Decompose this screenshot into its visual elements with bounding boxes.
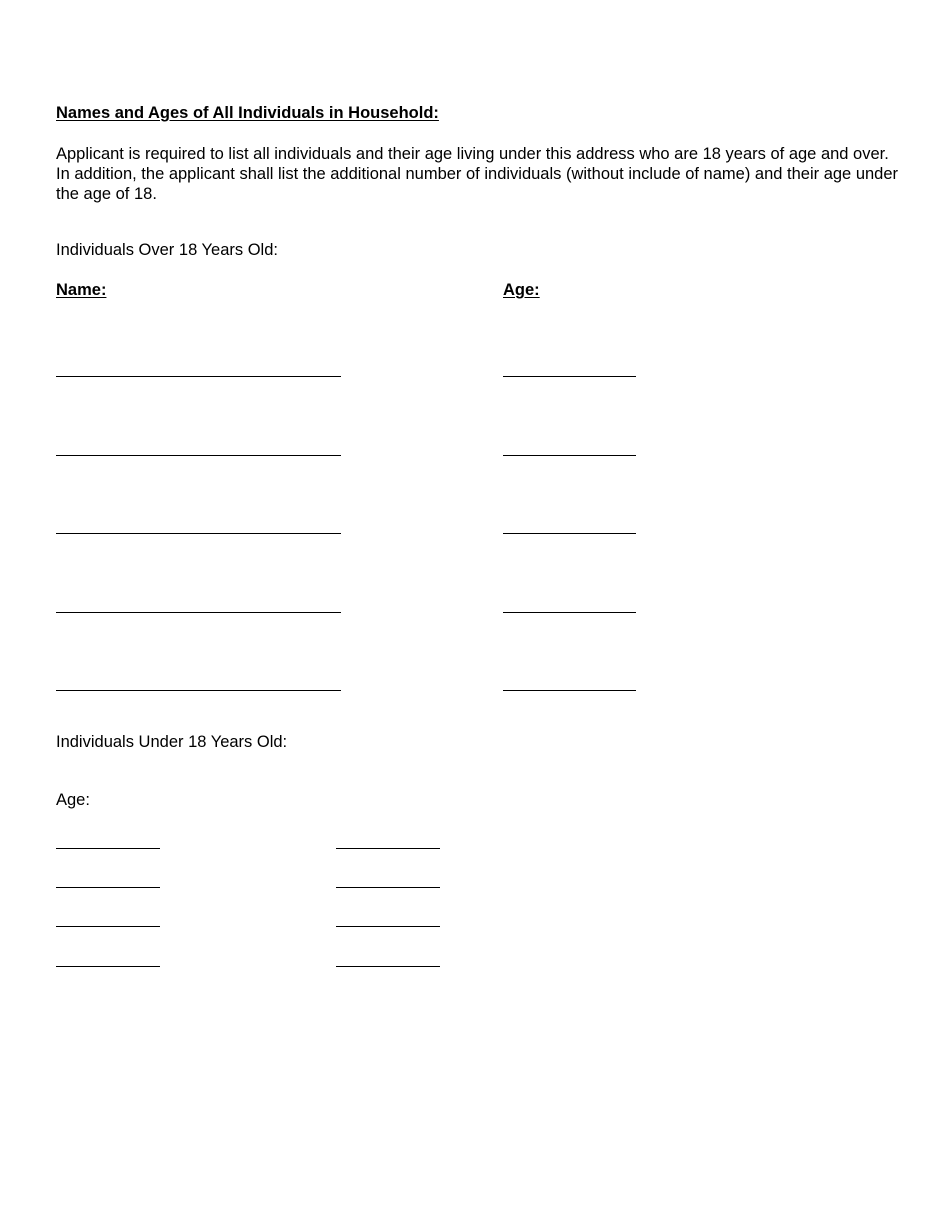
minors-age-label: Age: (56, 791, 90, 809)
age-column-header: Age: (503, 281, 540, 299)
instructions-paragraph: Applicant is required to list all individuals and their age living under this address who are 18 years of age and over. In addition, the applicant shall list the additional number of individuals (without include of name) and their age under the age of 18. (56, 145, 899, 203)
minor-age-field[interactable] (56, 966, 160, 967)
adult-name-field[interactable] (56, 376, 341, 377)
minor-age-field[interactable] (336, 966, 440, 967)
adult-name-field[interactable] (56, 612, 341, 613)
adult-age-field[interactable] (503, 533, 636, 534)
adult-age-field[interactable] (503, 612, 636, 613)
minor-age-field[interactable] (56, 848, 160, 849)
minor-age-field[interactable] (56, 926, 160, 927)
adult-name-field[interactable] (56, 455, 341, 456)
minor-age-field[interactable] (336, 887, 440, 888)
adults-section-label: Individuals Over 18 Years Old: (56, 241, 278, 259)
name-column-header: Name: (56, 281, 107, 299)
minor-age-field[interactable] (56, 887, 160, 888)
adult-age-field[interactable] (503, 455, 636, 456)
minor-age-field[interactable] (336, 848, 440, 849)
section-heading: Names and Ages of All Individuals in Household: (56, 104, 439, 122)
adult-age-field[interactable] (503, 690, 636, 691)
adult-age-field[interactable] (503, 376, 636, 377)
adult-name-field[interactable] (56, 690, 341, 691)
minors-section-label: Individuals Under 18 Years Old: (56, 733, 288, 751)
adult-name-field[interactable] (56, 533, 341, 534)
minor-age-field[interactable] (336, 926, 440, 927)
